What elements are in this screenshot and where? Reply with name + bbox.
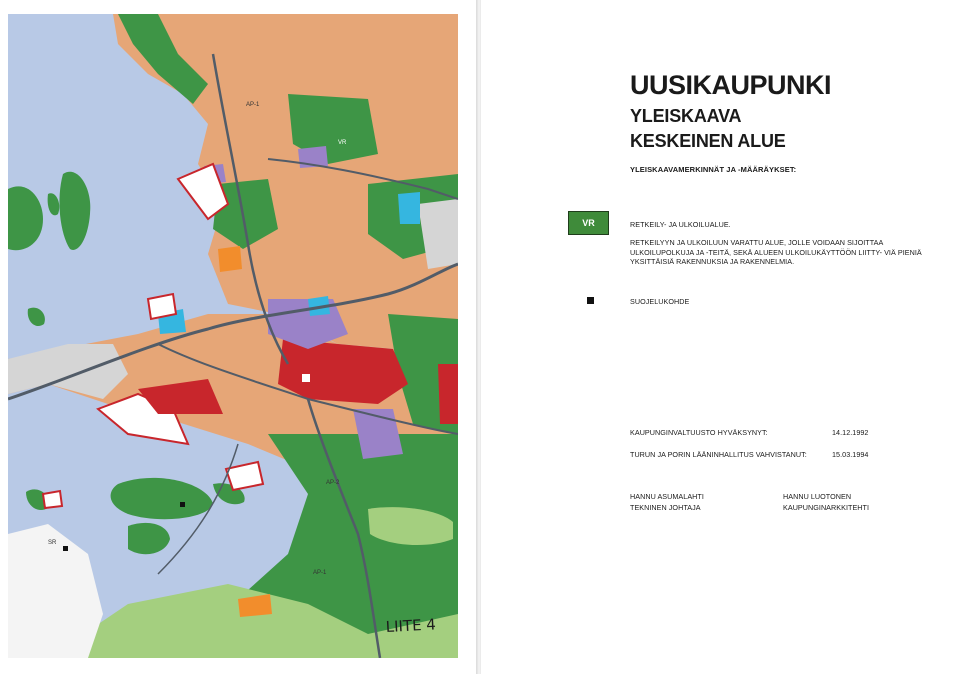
- zone-label-5: AP-1: [313, 570, 327, 576]
- protected-site-symbol: [587, 297, 594, 304]
- zone-label-1: AP-1: [246, 102, 260, 108]
- protected-marker-1: [302, 374, 310, 382]
- reserve-4: [43, 491, 62, 508]
- red-east: [438, 364, 458, 424]
- zone-label-4: SR: [48, 540, 57, 546]
- document-title: UUSIKAUPUNKI: [630, 70, 832, 100]
- vr-legend-symbol: [568, 211, 609, 235]
- vr-legend-title: RETKEILY- JA ULKOILUALUE.: [630, 220, 731, 229]
- map-page: [0, 0, 478, 674]
- zone-label-2: AP-2: [326, 480, 340, 486]
- protected-marker-3: [180, 502, 185, 507]
- confirmation-label: TURUN JA PORIN LÄÄNINHALLITUS VAHVISTANUT:: [630, 450, 807, 459]
- general-plan-map: [8, 14, 458, 658]
- document-subtitle-2: KESKEINEN ALUE: [630, 131, 786, 151]
- signature-2-name: HANNU LUOTONEN: [783, 492, 852, 501]
- cyan-1: [398, 192, 420, 224]
- document-subtitle-1: YLEISKAAVA: [630, 106, 742, 126]
- map-drawing: [8, 14, 458, 658]
- signature-1-name: HANNU ASUMALAHTI: [630, 492, 704, 501]
- orange-1: [218, 246, 242, 272]
- annex-label: LIITE 4: [385, 615, 437, 636]
- signature-1-role: TEKNINEN JOHTAJA: [630, 503, 701, 512]
- council-approval-date: 14.12.1992: [832, 428, 869, 437]
- legend-page: [481, 0, 960, 674]
- confirmation-date: 15.03.1994: [832, 450, 869, 459]
- vr-code: VR: [582, 218, 595, 228]
- council-approval-label: KAUPUNGINVALTUUSTO HYVÄKSYNYT:: [630, 428, 768, 437]
- legend-heading: YLEISKAAVAMERKINNÄT JA -MÄÄRÄYKSET:: [630, 165, 797, 174]
- reserve-2: [148, 294, 176, 319]
- signature-2-role: KAUPUNGINARKKITEHTI: [783, 503, 870, 512]
- protected-marker-2: [63, 546, 68, 551]
- protected-site-label: SUOJELUKOHDE: [630, 297, 690, 306]
- vr-legend-description: RETKEILYYN JA ULKOILUUN VARATTU ALUE, JOLLE VOIDAAN SIJOITTAA ULKOILUPOLKUJA JA -TEITÄ, SEKÄ ALUEEN ULKOILUKÄYTTÖÖN LIITTY- VIÄ PIENIÄ YKSITTÄISIÄ RAKENNUKSIA JA RAKENNELMIA.: [630, 238, 922, 267]
- zone-label-3: VR: [338, 140, 347, 146]
